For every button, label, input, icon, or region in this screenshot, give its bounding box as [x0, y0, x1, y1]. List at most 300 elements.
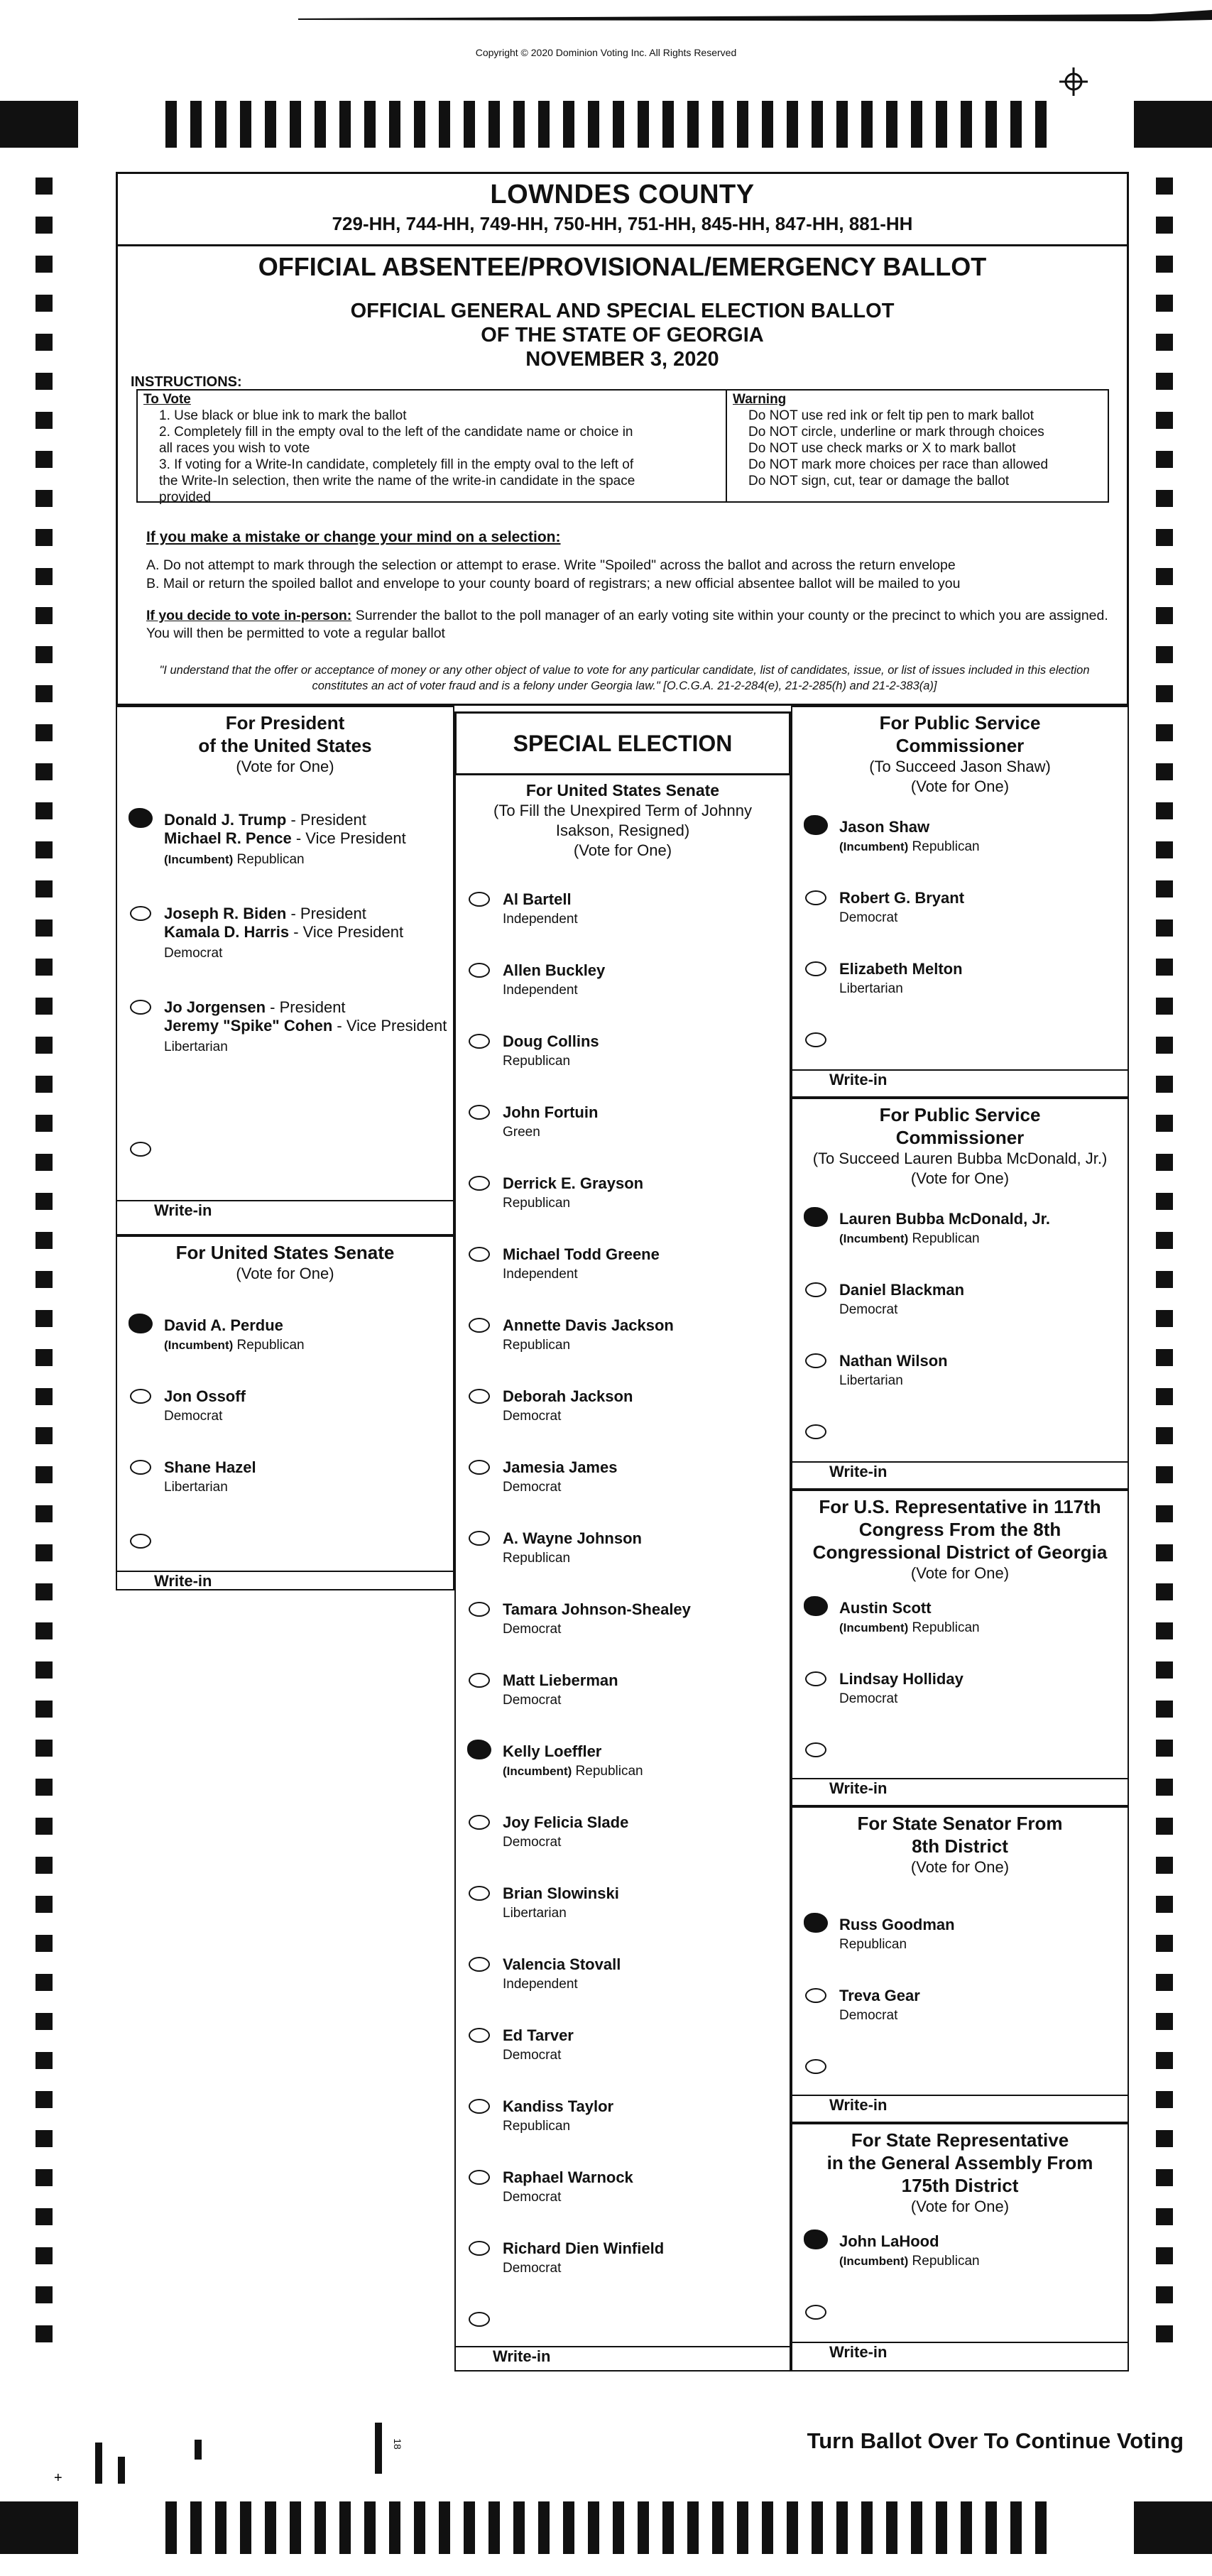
candidate-role: - President [286, 811, 366, 829]
empty-oval-icon[interactable] [469, 1389, 490, 1404]
write-in-field[interactable]: Write-in [792, 1461, 1128, 1481]
party-name: Republican [503, 1196, 571, 1211]
vote-for-one: (Vote for One) [573, 841, 672, 859]
race-us-rep [791, 1490, 1129, 1806]
candidate-name [839, 1916, 955, 1934]
timing-square [36, 607, 53, 624]
candidate-primary-name: Robert G. Bryant [839, 889, 965, 907]
party-name: Libertarian [839, 1373, 903, 1388]
warning-heading: Warning [733, 392, 787, 407]
candidate-primary-name: Joseph R. Biden [164, 905, 287, 922]
party-name: Democrat [503, 2048, 562, 2063]
timing-bar [886, 2501, 897, 2554]
empty-oval-icon[interactable] [130, 1460, 151, 1475]
candidate-party [503, 2117, 570, 2136]
candidate-primary-name: Brian Slowinski [503, 1884, 619, 1902]
candidate-party [503, 1478, 561, 1497]
timing-bar [165, 101, 177, 148]
timing-square [36, 646, 53, 663]
timing-square [36, 959, 53, 976]
timing-square [36, 2052, 53, 2069]
timing-square [1156, 1779, 1173, 1796]
empty-oval-icon[interactable] [805, 2305, 826, 2320]
ballot-style-marks [361, 2420, 403, 2484]
filled-oval-icon[interactable] [804, 1207, 828, 1227]
candidate-name [164, 1458, 256, 1477]
empty-oval-icon[interactable] [469, 1176, 490, 1191]
timing-square [36, 1818, 53, 1835]
candidate-name [839, 1670, 963, 1688]
empty-oval-icon[interactable] [130, 1000, 151, 1015]
empty-oval-icon[interactable] [469, 892, 490, 907]
candidate-party [839, 838, 980, 856]
candidate-running-mate: Jeremy "Spike" Cohen [164, 1017, 333, 1035]
incumbent-label: (Incumbent) [839, 1621, 909, 1634]
timing-square [36, 763, 53, 780]
candidate-party [839, 1301, 897, 1319]
timing-bar [364, 2501, 376, 2554]
race-state-senate [791, 1806, 1129, 2123]
candidate-primary-name: Russ Goodman [839, 1916, 955, 1933]
party-name: Democrat [503, 1693, 562, 1708]
timing-square [36, 685, 53, 702]
timing-square [1156, 1076, 1173, 1093]
timing-square [1156, 919, 1173, 937]
race-state-rep [791, 2123, 1129, 2372]
empty-oval-icon[interactable] [130, 1534, 151, 1549]
race-title: 8th District [912, 1835, 1008, 1857]
write-in-field[interactable]: Write-in [792, 2342, 1128, 2362]
incumbent-label: (Incumbent) [164, 853, 234, 866]
candidate-name [839, 818, 929, 836]
party-name: Democrat [503, 1409, 562, 1424]
filled-oval-icon[interactable] [467, 1740, 491, 1759]
candidate-primary-name: Jason Shaw [839, 818, 930, 836]
timing-square [1156, 412, 1173, 429]
empty-oval-icon[interactable] [469, 1602, 490, 1617]
timing-square [1156, 1115, 1173, 1132]
timing-square [36, 1154, 53, 1171]
race-note: (To Succeed Lauren Bubba McDonald, Jr.) [812, 1150, 1108, 1167]
timing-bar [861, 101, 873, 148]
ballot-subtitle: OFFICIAL GENERAL AND SPECIAL ELECTION BALLOT [350, 300, 895, 322]
candidate-name [503, 1458, 617, 1477]
timing-bar [315, 101, 326, 148]
candidate-party [503, 1975, 578, 1994]
in-person-text: Surrender the ballot to the poll manager of an early voting site within your county or the precinct to which you are assigned. You will then be permitted to vote a regular ballot [146, 608, 1108, 641]
candidate-primary-name: Daniel Blackman [839, 1281, 965, 1299]
write-in-field[interactable]: Write-in [117, 1200, 453, 1220]
candidate-primary-name: Jon Ossoff [164, 1387, 246, 1405]
crosshair-target-icon [1058, 66, 1089, 97]
candidate-name [503, 1245, 660, 1264]
party-name: Republican [572, 1764, 643, 1779]
filled-oval-icon[interactable] [129, 808, 153, 828]
timing-square [36, 1544, 53, 1561]
timing-bar [439, 101, 450, 148]
filled-oval-icon[interactable] [129, 1314, 153, 1333]
timing-bar [538, 101, 550, 148]
timing-square [36, 178, 53, 195]
timing-square [1156, 607, 1173, 624]
timing-square [36, 1349, 53, 1366]
race-title: For State Senator From [857, 1813, 1063, 1834]
candidate-primary-name: Deborah Jackson [503, 1387, 633, 1405]
party-name: Democrat [164, 1409, 223, 1424]
timing-square [1156, 880, 1173, 897]
write-in-field[interactable]: Write-in [792, 2095, 1128, 2114]
candidate-party [503, 2046, 561, 2065]
timing-bar [190, 2501, 202, 2554]
race-note: (To Succeed Jason Shaw) [869, 758, 1051, 775]
timing-bar [190, 101, 202, 148]
timing-square [36, 1193, 53, 1210]
empty-oval-icon[interactable] [805, 1671, 826, 1686]
timing-square [1156, 1701, 1173, 1718]
timing-square [1156, 451, 1173, 468]
candidate-party [164, 1478, 228, 1497]
timing-square [1156, 2091, 1173, 2108]
race-title: Congressional District of Georgia [812, 1541, 1108, 1563]
empty-oval-icon[interactable] [469, 2241, 490, 2256]
candidate-role: - President [286, 905, 366, 922]
candidate-primary-name: Valencia Stovall [503, 1955, 621, 1973]
timing-bar [836, 101, 848, 148]
timing-square [36, 724, 53, 741]
party-name: Republican [908, 839, 980, 854]
timing-square [36, 919, 53, 937]
timing-bar [986, 2501, 997, 2554]
timing-bar [662, 101, 674, 148]
candidate-party [164, 1336, 305, 1355]
candidate-party [503, 1194, 570, 1213]
race-header [792, 1808, 1128, 1877]
timing-bar [638, 2501, 649, 2554]
timing-bar [638, 101, 649, 148]
candidate-party [164, 1407, 222, 1426]
timing-square [1156, 490, 1173, 507]
candidate-party [839, 1936, 907, 1954]
timing-bar [961, 2501, 972, 2554]
timing-square [1156, 1232, 1173, 1249]
party-name: Independent [503, 912, 578, 927]
timing-bar [861, 2501, 873, 2554]
timing-square [36, 295, 53, 312]
candidate-party [503, 1407, 561, 1426]
candidate-name [503, 1600, 691, 1619]
vote-for-one: (Vote for One) [910, 1169, 1010, 1187]
party-name: Republican [839, 1937, 907, 1952]
candidate-name [503, 961, 605, 980]
party-name: Democrat [839, 1691, 898, 1706]
race-title: of the United States [198, 735, 372, 756]
timing-bar [265, 2501, 276, 2554]
empty-oval-icon[interactable] [805, 961, 826, 976]
vote-for-one: (Vote for One) [910, 1564, 1010, 1582]
candidate-primary-name: Treva Gear [839, 1987, 920, 2004]
empty-oval-icon[interactable] [469, 2170, 490, 2185]
timing-block [0, 2501, 78, 2554]
party-name: Republican [908, 1231, 980, 1246]
timing-square [36, 2286, 53, 2303]
candidate-name [503, 1813, 628, 1832]
candidate-primary-name: Elizabeth Melton [839, 960, 963, 978]
empty-oval-icon[interactable] [805, 1988, 826, 2003]
candidate-running-mate: Michael R. Pence [164, 829, 292, 847]
timing-square [36, 373, 53, 390]
timing-square [36, 1857, 53, 1874]
timing-square [1156, 724, 1173, 741]
race-note: (To Fill the Unexpired Term of Johnny Isakson, Resigned) [493, 802, 752, 839]
candidate-primary-name: Al Bartell [503, 890, 572, 908]
candidate-primary-name: Kandiss Taylor [503, 2097, 614, 2115]
race-header [117, 1237, 453, 1284]
instruction-line: 2. Completely fill in the empty oval to the left of the candidate name or choice in [159, 425, 633, 440]
timing-bar [588, 2501, 599, 2554]
party-name: Libertarian [839, 981, 903, 996]
timing-bar [439, 2501, 450, 2554]
timing-square [1156, 2286, 1173, 2303]
timing-square [1156, 841, 1173, 858]
candidate-name [503, 2097, 613, 2116]
race-us-senate [116, 1235, 454, 1590]
empty-oval-icon[interactable] [469, 1815, 490, 1830]
candidate-party [503, 1833, 561, 1852]
candidate-name [839, 2232, 939, 2251]
warning-line: Do NOT use red ink or felt tip pen to mark ballot [748, 408, 1034, 423]
instruction-line: all races you wish to vote [159, 441, 310, 456]
timing-square [36, 2130, 53, 2147]
race-us-senate-special [454, 774, 791, 2372]
empty-oval-icon[interactable] [805, 1032, 826, 1047]
timing-square [1156, 998, 1173, 1015]
empty-oval-icon[interactable] [469, 1673, 490, 1688]
race-president [116, 706, 454, 1235]
timing-square [36, 2091, 53, 2108]
candidate-name [503, 1955, 621, 1974]
write-in-field[interactable]: Write-in [792, 1778, 1128, 1798]
vote-for-one: (Vote for One) [236, 758, 334, 775]
timing-square [1156, 295, 1173, 312]
timing-square [36, 1037, 53, 1054]
party-name: Democrat [503, 2261, 562, 2276]
empty-oval-icon[interactable] [469, 1247, 490, 1262]
timing-square [36, 334, 53, 351]
timing-bar [787, 101, 798, 148]
scan-streak [298, 10, 1212, 23]
instructions-box [136, 389, 1109, 503]
timing-bar [911, 101, 922, 148]
race-header [792, 707, 1128, 797]
candidate-primary-name: Shane Hazel [164, 1458, 256, 1476]
ballot-header [116, 172, 1129, 706]
write-in-field[interactable]: Write-in [456, 2346, 790, 2366]
timing-bar [488, 101, 500, 148]
timing-square [1156, 959, 1173, 976]
empty-oval-icon[interactable] [805, 1282, 826, 1297]
candidate-name [839, 889, 964, 907]
empty-oval-icon[interactable] [469, 1531, 490, 1546]
timing-bar [513, 101, 525, 148]
candidate-party [839, 1372, 903, 1390]
empty-oval-icon[interactable] [130, 1389, 151, 1404]
copyright-notice: Copyright © 2020 Dominion Voting Inc. All Rights Reserved [475, 47, 737, 58]
timing-square [36, 841, 53, 858]
candidate-name [839, 1281, 964, 1299]
candidate-primary-name: Ed Tarver [503, 2026, 574, 2044]
candidate-party [839, 1230, 980, 1248]
county-banner [118, 174, 1127, 246]
race-title: Commissioner [895, 1127, 1025, 1148]
empty-oval-icon[interactable] [469, 1460, 490, 1475]
timing-square [1156, 1466, 1173, 1483]
timing-bar [812, 2501, 823, 2554]
party-name: Democrat [839, 1302, 898, 1317]
candidate-name [503, 890, 572, 909]
timing-square [36, 1388, 53, 1405]
timing-bar [613, 101, 624, 148]
race-header [456, 775, 790, 861]
candidate-name [503, 1742, 601, 1761]
timing-square [36, 1974, 53, 1991]
timing-bar [588, 101, 599, 148]
incumbent-label: (Incumbent) [839, 1232, 909, 1245]
warning-line: Do NOT mark more choices per race than allowed [748, 457, 1049, 472]
candidate-party [164, 944, 222, 963]
ballot-id-barcode [21, 2421, 206, 2485]
party-name: Republican [908, 2254, 980, 2269]
timing-bar [1010, 101, 1022, 148]
filled-oval-icon[interactable] [804, 1596, 828, 1616]
empty-oval-icon[interactable] [469, 1034, 490, 1049]
filled-oval-icon[interactable] [804, 1913, 828, 1933]
timing-square [36, 2169, 53, 2186]
timing-bar [563, 101, 574, 148]
incumbent-label: (Incumbent) [839, 840, 909, 853]
empty-oval-icon[interactable] [805, 890, 826, 905]
party-name: Democrat [503, 2190, 562, 2205]
party-name: Libertarian [164, 1480, 228, 1495]
timing-square [36, 1583, 53, 1600]
race-title: For United States Senate [175, 1242, 395, 1263]
timing-bar [687, 101, 699, 148]
candidate-primary-name: Richard Dien Winfield [503, 2239, 665, 2257]
timing-square [1156, 1857, 1173, 1874]
timing-bar [687, 2501, 699, 2554]
timing-bar [240, 101, 251, 148]
timing-square [36, 1271, 53, 1288]
timing-block [0, 101, 78, 148]
timing-bar [662, 2501, 674, 2554]
instruction-line: provided [159, 490, 211, 505]
timing-bar [961, 101, 972, 148]
empty-oval-icon[interactable] [805, 1742, 826, 1757]
timing-square [1156, 373, 1173, 390]
timing-square [1156, 1427, 1173, 1444]
candidate-party [164, 851, 305, 869]
special-election-header: SPECIAL ELECTION [454, 711, 791, 775]
race-title: For United States Senate [525, 781, 720, 799]
candidate-name [164, 1387, 246, 1406]
timing-square [36, 490, 53, 507]
empty-oval-icon[interactable] [469, 2028, 490, 2043]
instruction-line: 1. Use black or blue ink to mark the ballot [159, 408, 407, 423]
race-title: For Public Service [879, 1104, 1041, 1125]
timing-square [36, 217, 53, 234]
warning-instructions [727, 391, 1108, 501]
race-header [117, 707, 453, 777]
party-name: Libertarian [503, 1906, 567, 1921]
candidate-party [503, 1123, 540, 1142]
timing-bar [911, 2501, 922, 2554]
timing-square [36, 2325, 53, 2342]
candidate-party [503, 1052, 570, 1071]
timing-square [36, 1466, 53, 1483]
empty-oval-icon[interactable] [805, 1353, 826, 1368]
timing-square [1156, 1388, 1173, 1405]
empty-oval-icon[interactable] [130, 906, 151, 921]
timing-bar [538, 2501, 550, 2554]
party-name: Republican [233, 852, 305, 867]
candidate-primary-name: Raphael Warnock [503, 2168, 633, 2186]
candidate-primary-name: Nathan Wilson [839, 1352, 948, 1370]
empty-oval-icon[interactable] [469, 2312, 490, 2327]
timing-bar [712, 2501, 724, 2554]
timing-square [1156, 1974, 1173, 1991]
incumbent-label: (Incumbent) [164, 1338, 234, 1352]
empty-oval-icon[interactable] [805, 1424, 826, 1439]
candidate-primary-name: Lauren Bubba McDonald, Jr. [839, 1210, 1051, 1228]
county-name: LOWNDES COUNTY [490, 180, 755, 209]
write-in-field[interactable]: Write-in [792, 1069, 1128, 1089]
filled-oval-icon[interactable] [804, 815, 828, 835]
empty-oval-icon[interactable] [469, 1886, 490, 1901]
vote-for-one: (Vote for One) [236, 1265, 334, 1282]
empty-oval-icon[interactable] [130, 1142, 151, 1157]
empty-oval-icon[interactable] [469, 1105, 490, 1120]
candidate-party [503, 1620, 561, 1639]
to-vote-instructions [138, 391, 727, 505]
candidate-name [503, 1671, 618, 1690]
race-title: Commissioner [895, 735, 1025, 756]
write-in-field[interactable]: Write-in [117, 1571, 453, 1590]
empty-oval-icon[interactable] [469, 963, 490, 978]
timing-square [1156, 568, 1173, 585]
timing-bar [339, 101, 351, 148]
timing-square [36, 2208, 53, 2225]
empty-oval-icon[interactable] [469, 2099, 490, 2114]
ballot-subtitle-state: OF THE STATE OF GEORGIA [481, 324, 764, 346]
candidate-name [839, 1987, 920, 2005]
candidate-role: - Vice President [291, 829, 406, 847]
candidate-name [164, 811, 406, 848]
empty-oval-icon[interactable] [469, 1957, 490, 1972]
timing-square [1156, 685, 1173, 702]
candidate-party [503, 1904, 567, 1923]
timing-square [1156, 1622, 1173, 1639]
warning-line: Do NOT sign, cut, tear or damage the ballot [748, 474, 1010, 489]
timing-square [1156, 2013, 1173, 2030]
empty-oval-icon[interactable] [805, 2059, 826, 2074]
empty-oval-icon[interactable] [469, 1318, 490, 1333]
timing-square [1156, 1154, 1173, 1171]
turn-ballot-over-notice: Turn Ballot Over To Continue Voting [807, 2428, 1184, 2453]
timing-square [1156, 1037, 1173, 1054]
party-name: Republican [503, 1054, 571, 1069]
timing-square [1156, 1818, 1173, 1835]
filled-oval-icon[interactable] [804, 2230, 828, 2249]
candidate-party [503, 1691, 561, 1710]
